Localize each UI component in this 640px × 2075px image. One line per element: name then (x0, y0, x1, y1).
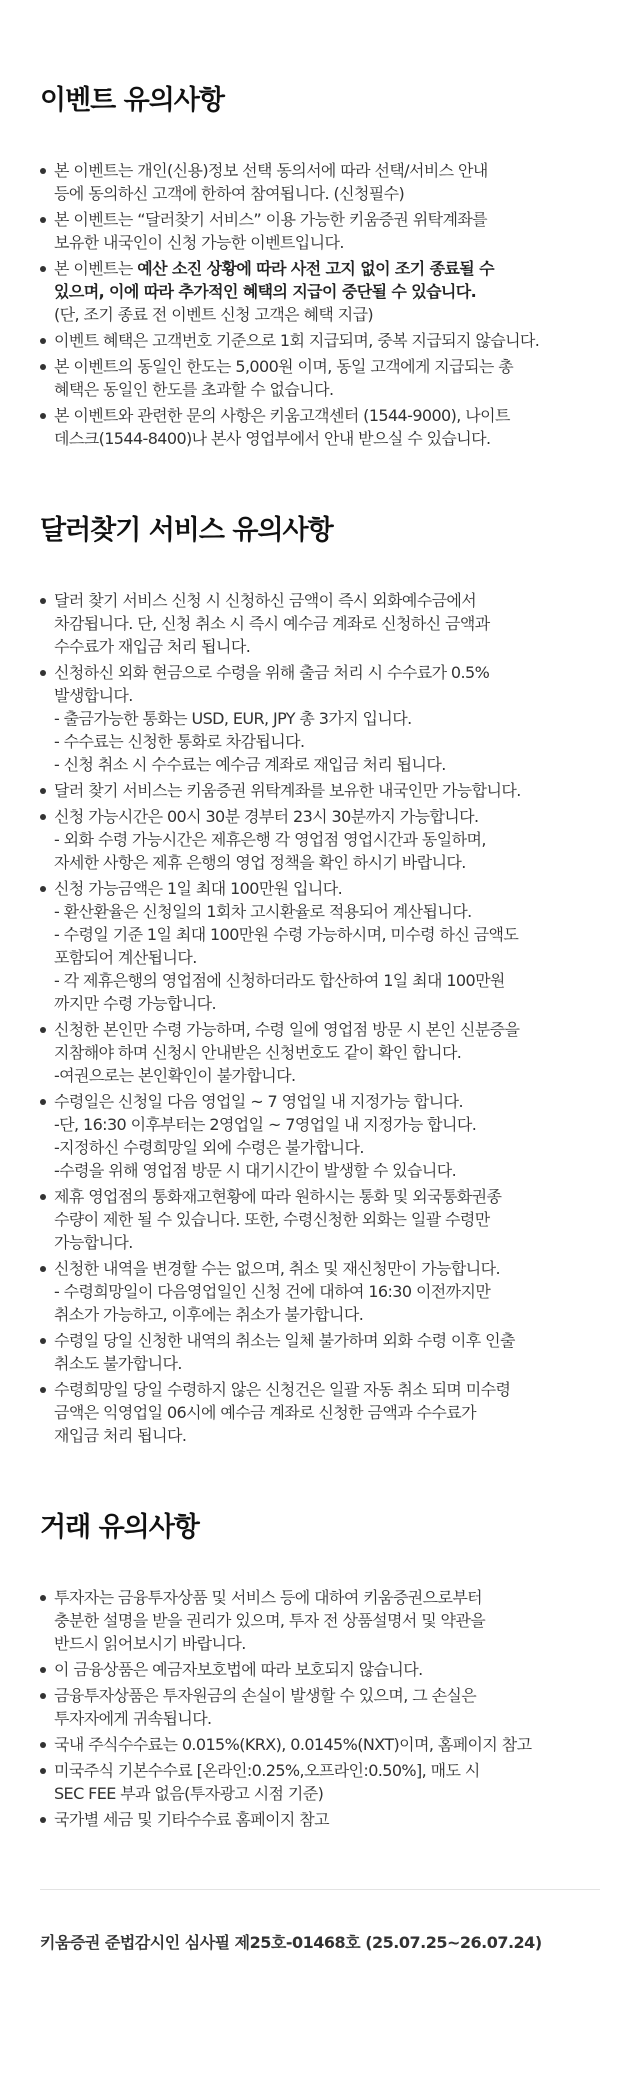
list-item: 신청한 내역을 변경할 수는 없으며, 취소 및 재신청만이 가능합니다. - 수령희망일이 다음영업일인 신청 건에 대하여 16:30 이전까지만 취소가 가능하고, 이후에는 취소가 불가합니다. (40, 1257, 600, 1326)
list-item: 투자자는 금융투자상품 및 서비스 등에 대하여 키움증권으로부터 충분한 설명을 받을 권리가 있으며, 투자 전 상품설명서 및 약관을 반드시 읽어보시기 바랍니다. (40, 1586, 600, 1655)
list-item: 신청하신 외화 현금으로 수령을 위해 출금 처리 시 수수료가 0.5% 발생합니다. - 출금가능한 통화는 USD, EUR, JPY 총 3가지 입니다. - 수수료는 신청한 통화로 차감됩니다. - 신청 취소 시 수수료는 예수금 계좌로 재입금 처리 됩니다. (40, 661, 600, 776)
early-termination-note: (단, 조기 종료 전 이벤트 신청 고객은 혜택 지급) (54, 305, 374, 324)
list-item: 신청한 본인만 수령 가능하며, 수령 일에 영업점 방문 시 본인 신분증을 지참해야 하며 신청시 안내받은 신청번호도 같이 확인 합니다. -여권으로는 본인확인이 불가합니다. (40, 1018, 600, 1087)
list-item: 수령희망일 당일 수령하지 않은 신청건은 일괄 자동 취소 되며 미수령 금액은 익영업일 06시에 예수금 계좌로 신청한 금액과 수수료가 재입금 처리 됩니다. (40, 1378, 600, 1447)
list-item: 제휴 영업점의 통화재고현황에 따라 원하시는 통화 및 외국통화권종 수량이 제한 될 수 있습니다. 또한, 수령신청한 외화는 일괄 수령만 가능합니다. (40, 1185, 600, 1254)
list-item: 국내 주식수수료는 0.015%(KRX), 0.0145%(NXT)이며, 홈페이지 참고 (40, 1733, 600, 1756)
list-item: 국가별 세금 및 기타수수료 홈페이지 참고 (40, 1808, 600, 1831)
list-item-early-termination (40, 257, 600, 326)
list-item: 미국주식 기본수수료 [온라인:0.25%,오프라인:0.50%], 매도 시 SEC FEE 부과 없음(투자광고 시점 기준) (40, 1759, 600, 1805)
dollar-service-notice-title: 달러찾기 서비스 유의사항 (40, 515, 333, 546)
trade-notice-title: 거래 유의사항 (40, 1512, 199, 1543)
event-notice-title: 이벤트 유의사항 (40, 85, 224, 116)
dollar-service-notice-section (40, 508, 600, 1447)
event-notice-section (40, 78, 600, 450)
footer-divider (40, 1889, 600, 1890)
list-item: 이벤트 혜택은 고객번호 기준으로 1회 지급되며, 중복 지급되지 않습니다. (40, 329, 600, 352)
list-item: 신청 가능금액은 1일 최대 100만원 입니다. - 환산환율은 신청일의 1회차 고시환율로 적용되어 계산됩니다. - 수령일 기준 1일 최대 100만원 수령 가능하시며, 미수령 하신 금액도 포함되어 계산됩니다. - 각 제휴은행의 영업점에 신청하더라도 합산하여 1일 최대 100만원 까지만 수령 가능합니다. (40, 877, 600, 1015)
early-termination-warning: 예산 소진 상황에 따라 사전 고지 없이 조기 종료될 수 있으며, 이에 따라 추가적인 혜택의 지급이 중단될 수 있습니다. (54, 259, 494, 301)
event-notice-list (40, 159, 600, 450)
trade-notice-list (40, 1586, 600, 1831)
list-item: 수령일 당일 신청한 내역의 취소는 일체 불가하며 외화 수령 이후 인출 취소도 불가합니다. (40, 1329, 600, 1375)
dollar-service-notice-list (40, 589, 600, 1447)
early-termination-prefix: 본 이벤트는 (54, 259, 138, 278)
list-item: 본 이벤트의 동일인 한도는 5,000원 이며, 동일 고객에게 지급되는 총 혜택은 동일인 한도를 초과할 수 없습니다. (40, 355, 600, 401)
list-item: 이 금융상품은 예금자보호법에 따라 보호되지 않습니다. (40, 1658, 600, 1681)
list-item: 신청 가능시간은 00시 30분 경부터 23시 30분까지 가능합니다. - 외화 수령 가능시간은 제휴은행 각 영업점 영업시간과 동일하며, 자세한 사항은 제휴 은행의 영업 정책을 확인 하시기 바랍니다. (40, 805, 600, 874)
list-item: 달러 찾기 서비스 신청 시 신청하신 금액이 즉시 외화예수금에서 차감됩니다. 단, 신청 취소 시 즉시 예수금 계좌로 신청하신 금액과 수수료가 재입금 처리 됩니다. (40, 589, 600, 658)
list-item: 수령일은 신청일 다음 영업일 ~ 7 영업일 내 지정가능 합니다. -단, 16:30 이후부터는 2영업일 ~ 7영업일 내 지정가능 합니다. -지정하신 수령희망일 외에 수령은 불가합니다. -수령을 위해 영업점 방문 시 대기시간이 발생할 수 있습니다. (40, 1090, 600, 1182)
list-item: 달러 찾기 서비스는 키움증권 위탁계좌를 보유한 내국인만 가능합니다. (40, 779, 600, 802)
list-item: 본 이벤트는 개인(신용)정보 선택 동의서에 따라 선택/서비스 안내 등에 동의하신 고객에 한하여 참여됩니다. (신청필수) (40, 159, 600, 205)
trade-notice-section (40, 1505, 600, 1831)
list-item: 본 이벤트와 관련한 문의 사항은 키움고객센터 (1544-9000), 나이트 데스크(1544-8400)나 본사 영업부에서 안내 받으실 수 있습니다. (40, 404, 600, 450)
compliance-notice: 키움증권 준법감시인 심사필 제25호-01468호 (25.07.25~26.07.24) (40, 1933, 542, 1952)
list-item: 금융투자상품은 투자원금의 손실이 발생할 수 있으며, 그 손실은 투자자에게 귀속됩니다. (40, 1684, 600, 1730)
list-item: 본 이벤트는 “달러찾기 서비스” 이용 가능한 키움증권 위탁계좌를 보유한 내국인이 신청 가능한 이벤트입니다. (40, 208, 600, 254)
